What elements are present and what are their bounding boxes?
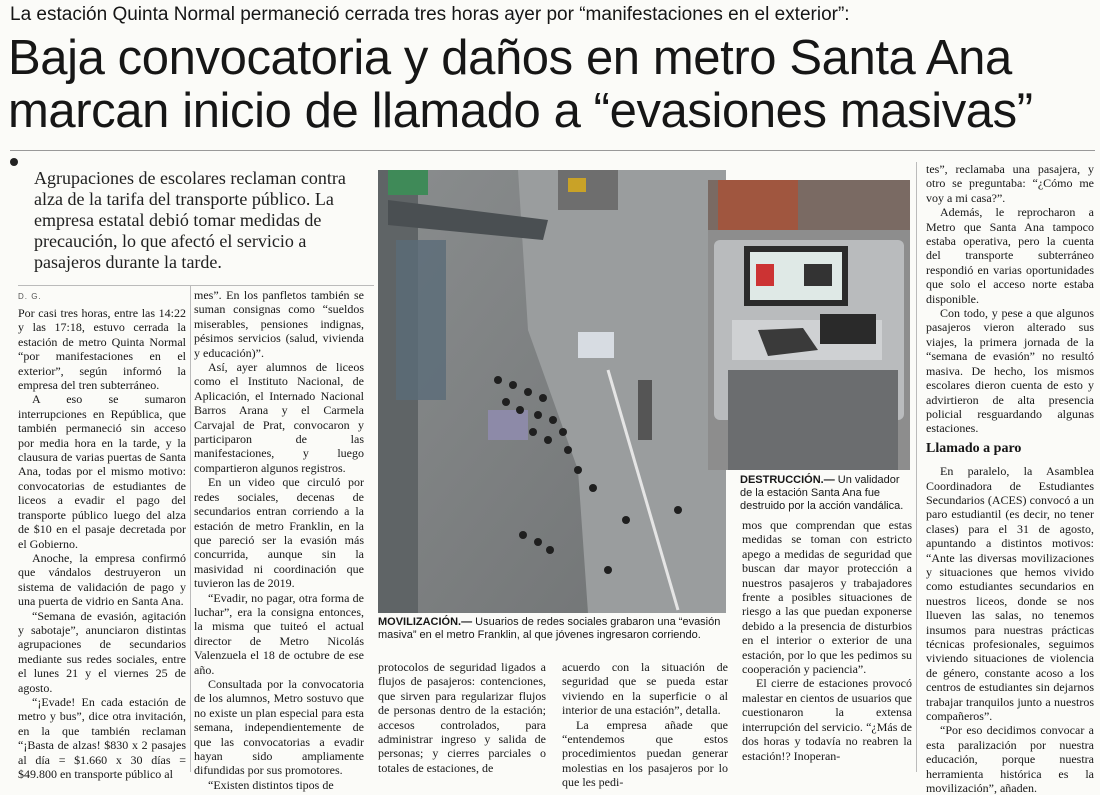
paragraph: En paralelo, la Asamblea Coordinadora de Estudiantes Secundarios (ACES) convocó a un paro estudiantil (es decir, no tener clases) para el 31 de agosto, apuntando a distintos motivos: “Ante las diversas movilizaciones y situaciones que hemos vivido como estudiantes secundarios en nuestros liceos, donde se nos llueven las salas, no tenemos insumos para nuestras prácticas técnicas profesionales, seguimos viviendo situaciones de violencia de género, constante acoso a los centros de estudiantes sin dejarnos trabajar tranquilos junto a nuestros compañeros”. (926, 464, 1094, 724)
caption-small-photo (740, 474, 912, 513)
photo-validator-image (708, 180, 910, 470)
caption-label: DESTRUCCIÓN.— (740, 474, 835, 486)
article-column-3 (378, 660, 546, 775)
paragraph: acuerdo con la situación de seguridad que se pueda estar viviendo en la superficie o al interior de una estación”, detalla. (562, 660, 728, 718)
caption-text: Usuarios de redes sociales grabaron una “evasión masiva” en el metro Franklin, al que jóvenes ingresaron corriendo. (378, 616, 721, 641)
column-divider (916, 162, 917, 772)
caption-text: Un validador de la estación Santa Ana fue destruido por la acción vandálica. (740, 474, 904, 512)
caption-label: MOVILIZACIÓN.— (378, 616, 473, 628)
paragraph: Así, ayer alumnos de liceos como el Instituto Nacional, de Aplicación, el Internado Nacional Barros Arana y el Carmela Carvajal de Prat, convocaron y participaron de las manifestaciones, y luego compartieron algunos registros. (194, 360, 364, 475)
paragraph: “Existen distintos tipos de (208, 777, 334, 792)
paragraph: Con todo, y pese a que algunos pasajeros vieron alterado sus viajes, la primera jornada de la “semana de evasión” no resultó masiva. De hecho, los mismos escolares dieron cuenta de esto y advirtieron de alta presencia policial resguardando algunas estaciones. (926, 306, 1094, 436)
paragraph: En un video que circuló por redes sociales, decenas de secundarios entran corriendo a la estación de metro Franklin, en la que pareció ser la evasión más concurrida, aunque sin la masividad ni coordinación que tuvieron las de 2019. (194, 475, 364, 591)
article-column-5 (742, 518, 912, 772)
photo-crowd-aerial (378, 170, 726, 613)
paragraph: mes”. En los panfletos también se suman consignas como “sueldos miserables, pensiones indignas, pésimos servicios (salud, vivienda y educación)”. (194, 288, 364, 360)
article-column-4 (562, 660, 728, 790)
photo-validator (708, 180, 910, 470)
paragraph: “Evadir, no pagar, otra forma de luchar”, era la consigna entonces, la misma que tuiteó el actual director de Metro Nicolás Valenzuela el 18 de octubre de ese año. (194, 590, 364, 677)
paragraph: “¡Evade! En cada estación de metro y bus”, dice otra invitación, en la que también reclaman “¡Basta de alzas! $830 x 2 pasajes al día = $1.660 x 30 días = $49.800 en transporte público al (18, 694, 186, 781)
column-divider (190, 286, 191, 772)
paragraph: Además, le reprocharon a Metro que Santa Ana tampoco estaba operativa, pero la cuenta del transporte subterráneo respondió en varias oportunidades que solo el acceso norte estaba disponible. (926, 205, 1094, 306)
paragraph: mos que comprendan que estas medidas se toman con estricto apego a medidas de seguridad que buscan dar mayor protección a nuestros pasajeros y trabajadores frente a posibles situaciones de riesgo a las que puedan exponerse debido a la presencia de disturbios en el interior o exterior de una estación, por lo que les pedimos su cooperación y paciencia”. (742, 518, 912, 677)
article-column-2 (194, 288, 364, 792)
article-column-1 (18, 306, 186, 781)
paragraph: Consultada por la convocatoria de los alumnos, Metro sostuvo que no existe un plan especial para esta semana, independientemente de que las convocatorias a evadir hayan sido ampliamente difundidas por sus promotores. (194, 676, 364, 778)
paragraph: “Por eso decidimos convocar a esta paralización por nuestra educación, porque nuestra herramienta histórica es la movilización”, añaden. (926, 723, 1094, 795)
paragraph: El cierre de estaciones provocó malestar en cientos de usuarios que cuestionaron la extensa interrupción del servicio. “¿Más de dos horas y todavía no reabren la estación!? Inoperan- (742, 676, 912, 763)
photo-crowd-image (378, 170, 726, 613)
kicker: La estación Quinta Normal permaneció cerrada tres horas ayer por “manifestaciones en el exterior”: (10, 4, 850, 25)
subheading: Llamado a paro (926, 440, 1022, 456)
caption-big-photo (378, 616, 726, 642)
paragraph: tes”, reclamaba una pasajera, y otro se preguntaba: “¿Cómo me voy a mi casa?”. (926, 162, 1094, 205)
paragraph: Anoche, la empresa confirmó que vándalos destruyeron un sistema de validación de pago y una puerta de vidrio en Santa Ana. (18, 550, 186, 609)
paragraph: A eso se sumaron interrupciones en República, que también permaneció sin acceso por media hora en la tarde, y la clausura de varias puertas de Santa Ana, todas por el mismo motivo: convocatorias de estudiantes de liceos a evadir el pago del transporte público luego del alza de $10 en el pasaje decretada por el Gobierno. (18, 392, 186, 551)
headline (8, 32, 1093, 138)
lead-bullet-icon (10, 158, 18, 166)
headline-line-2: marcan inicio de llamado a “evasiones masivas” (8, 84, 1033, 138)
headline-rule (10, 150, 1095, 151)
paragraph: “Semana de evasión, agitación y sabotaje”, anunciaron distintas agrupaciones de secundarios mediante sus redes sociales, entre el lunes 21 y el viernes 25 de agosto. (18, 608, 186, 695)
paragraph: La empresa añade que “entendemos que estos procedimientos puedan generar molestias en los pasajeros por lo que les pedi- (562, 717, 728, 790)
article-column-6 (926, 162, 1094, 795)
byline: D. G. (18, 292, 42, 301)
paragraph: Por casi tres horas, entre las 14:22 y las 17:18, estuvo cerrada la estación de metro Quinta Normal “por manifestaciones en el exterior”, según informó la empresa del tren subterráneo. (18, 306, 186, 393)
headline-line-1: Baja convocatoria y daños en metro Santa Ana (8, 31, 1012, 85)
lead-rule (18, 285, 374, 286)
paragraph: protocolos de seguridad ligados a flujos de pasajeros: contenciones, que sirven para regularizar flujos de personas dentro de la estación; accesos controlados, para administrar ingreso y salida de personas; y cierres parciales o totales de estaciones, de (378, 660, 546, 775)
lead-paragraph: Agrupaciones de escolares reclaman contra alza de la tarifa del transporte público. La empresa estatal debió tomar medidas de precaución, lo que afectó el servicio a pasajeros durante la tarde. (34, 168, 346, 272)
